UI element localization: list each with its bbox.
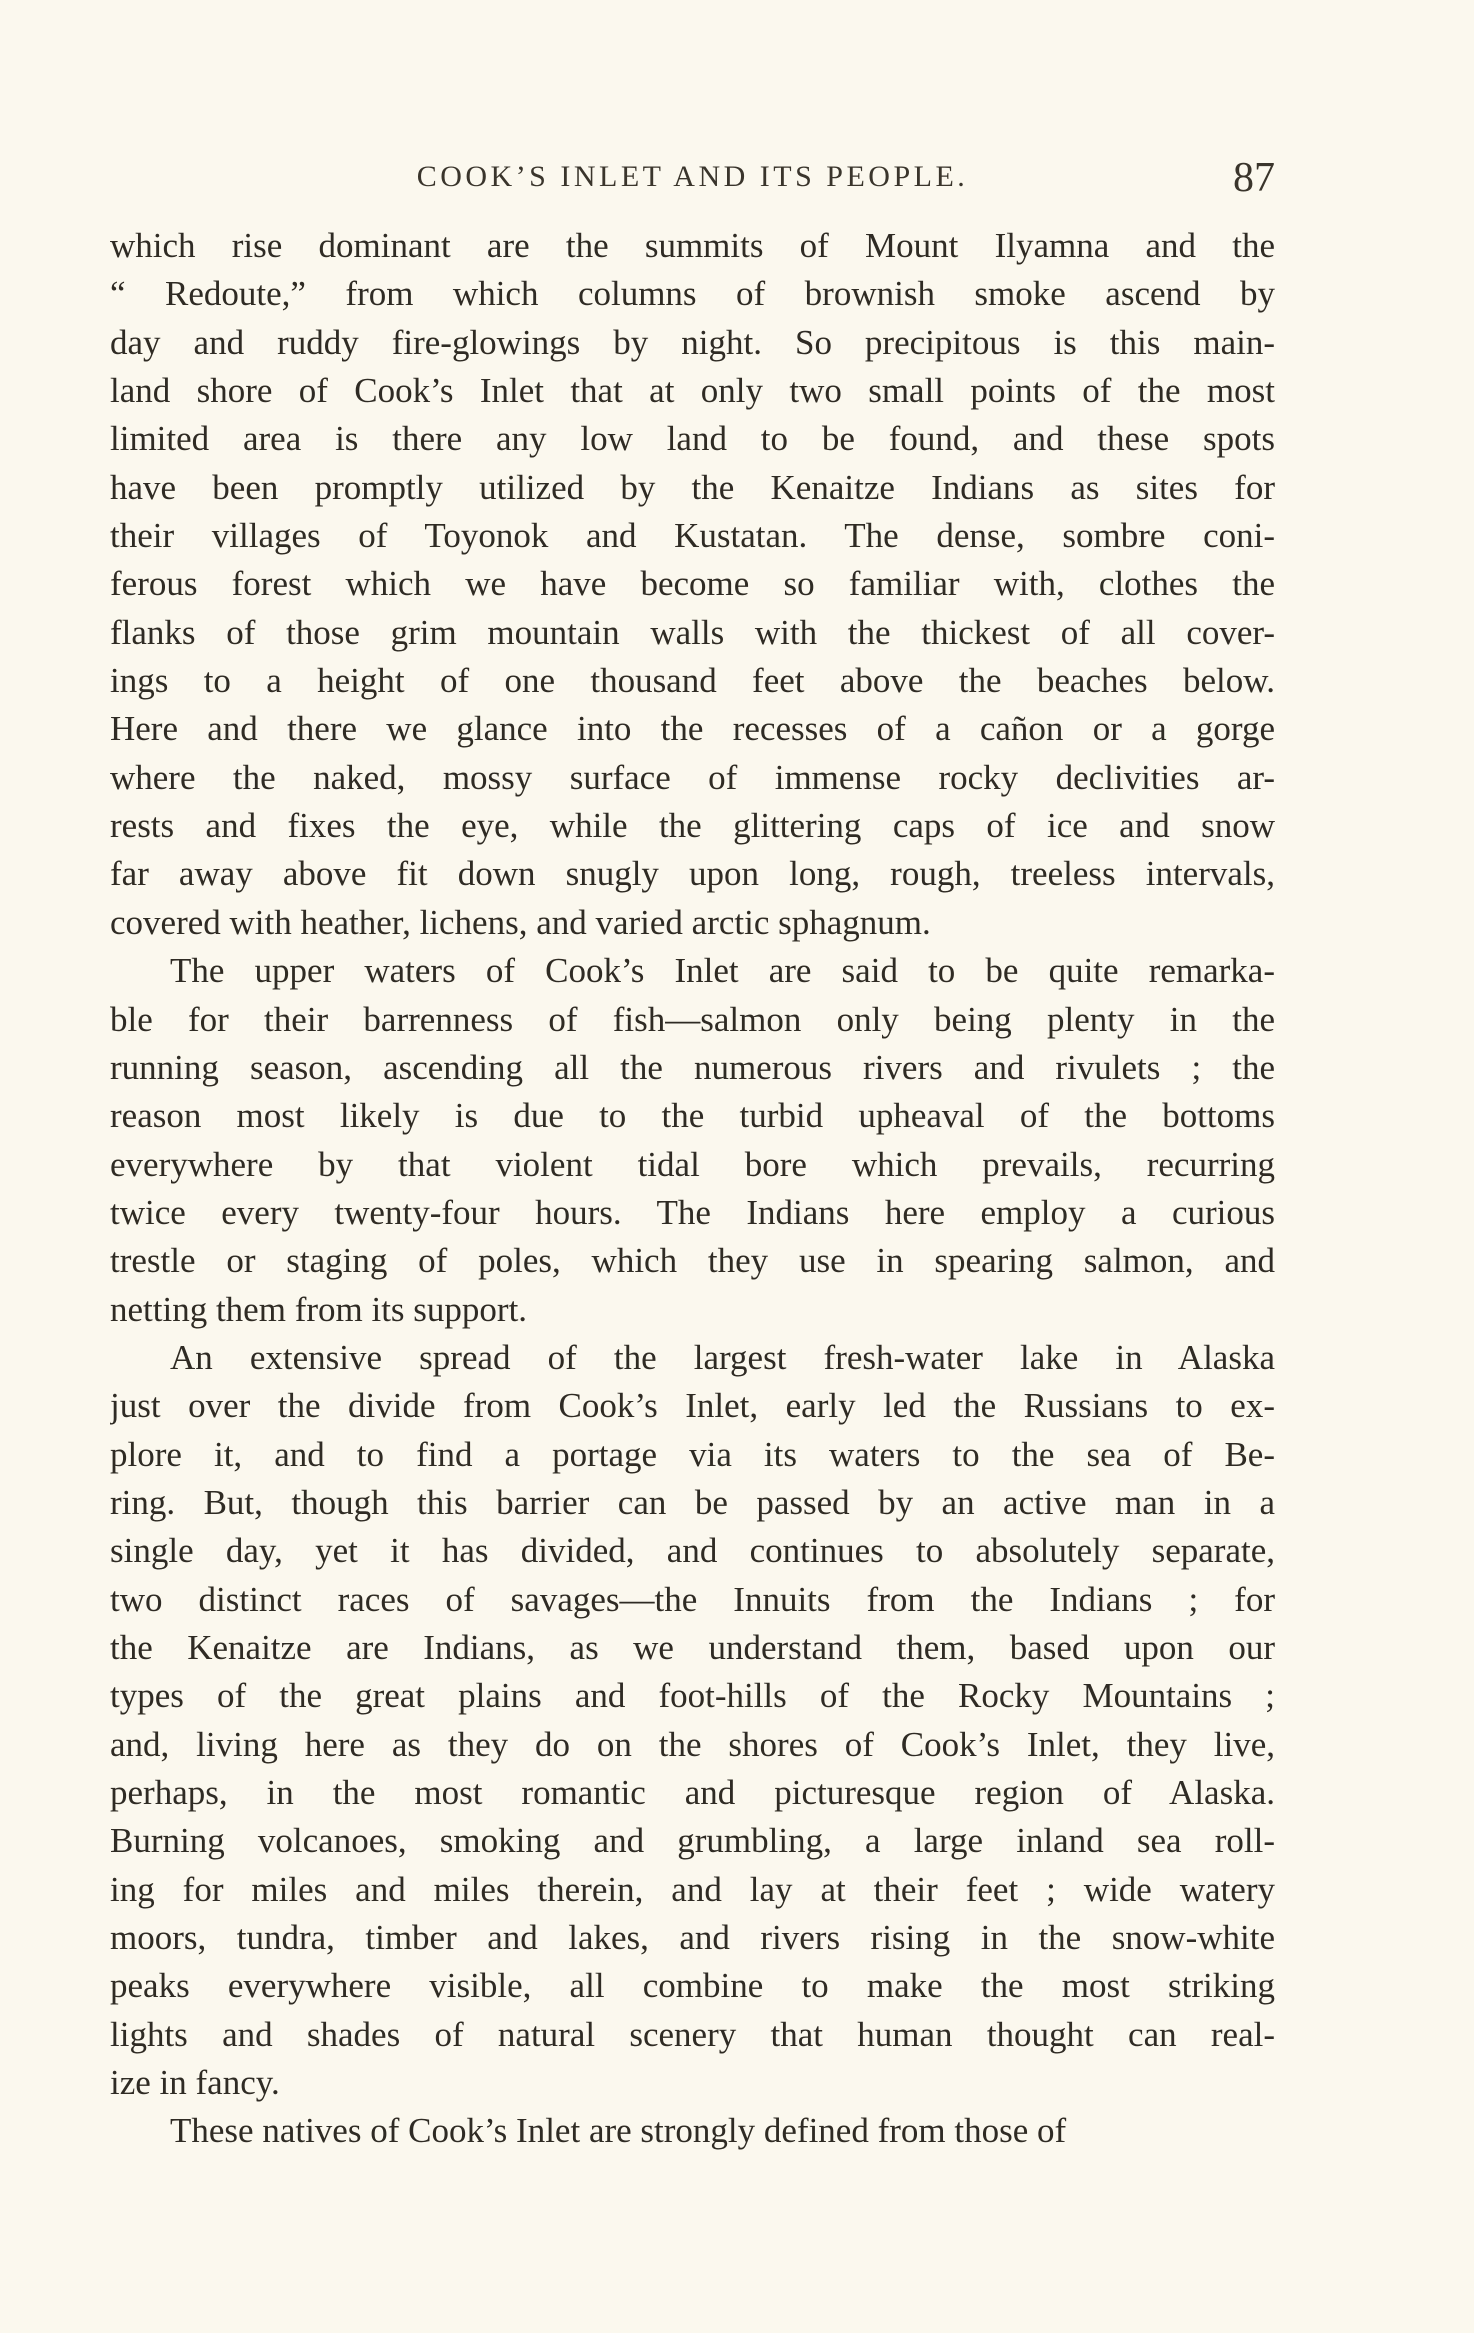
text-line: lights and shades of natural scenery that human thought can real- bbox=[110, 2014, 1275, 2054]
text-line: reason most likely is due to the turbid upheaval of the bottoms bbox=[110, 1096, 1275, 1136]
text-line: single day, yet it has divided, and continues to absolutely separate, bbox=[110, 1531, 1275, 1571]
paragraph bbox=[110, 1334, 1275, 2108]
text-line: twice every twenty-four hours. The Indians here employ a curious bbox=[110, 1192, 1275, 1232]
text-line: rests and fixes the eye, while the glittering caps of ice and snow bbox=[110, 806, 1275, 846]
text-line: An extensive spread of the largest fresh-water lake in Alaska bbox=[170, 1337, 1275, 1377]
body-text bbox=[110, 222, 1275, 2156]
text-line: ble for their barrenness of fish—salmon only being plenty in the bbox=[110, 999, 1275, 1039]
paragraph bbox=[110, 222, 1275, 947]
text-line: the Kenaitze are Indians, as we understand them, based upon our bbox=[110, 1627, 1275, 1667]
text-line: ring. But, though this barrier can be passed by an active man in a bbox=[110, 1482, 1275, 1522]
text-line: where the naked, mossy surface of immense rocky declivities ar- bbox=[110, 757, 1275, 797]
text-line: “ Redoute,” from which columns of brownish smoke ascend by bbox=[110, 274, 1275, 314]
text-line: flanks of those grim mountain walls with the thickest of all cover- bbox=[110, 612, 1275, 652]
text-line: perhaps, in the most romantic and picturesque region of Alaska. bbox=[110, 1773, 1275, 1812]
text-line: The upper waters of Cook’s Inlet are said to be quite remarka- bbox=[170, 951, 1275, 991]
text-line: have been promptly utilized by the Kenaitze Indians as sites for bbox=[110, 467, 1275, 507]
text-line: their villages of Toyonok and Kustatan. The dense, sombre coni- bbox=[110, 516, 1275, 556]
text-line: These natives of Cook’s Inlet are strongly defined from those of bbox=[170, 2111, 1067, 2151]
page-number: 87 bbox=[1233, 155, 1275, 201]
text-line: trestle or staging of poles, which they use in spearing salmon, and bbox=[110, 1241, 1275, 1281]
text-line: day and ruddy fire-glowings by night. So precipitous is this main- bbox=[110, 322, 1275, 362]
text-line: types of the great plains and foot-hills of the Rocky Mountains ; bbox=[110, 1676, 1275, 1716]
text-line: ings to a height of one thousand feet above the beaches below. bbox=[110, 661, 1275, 701]
text-line: Burning volcanoes, smoking and grumbling, a large inland sea roll- bbox=[110, 1821, 1275, 1861]
text-line: everywhere by that violent tidal bore which prevails, recurring bbox=[110, 1144, 1275, 1184]
running-head bbox=[110, 156, 1275, 206]
running-title: COOK’S INLET AND ITS PEOPLE. bbox=[416, 160, 969, 193]
text-line: far away above fit down snugly upon long, rough, treeless intervals, bbox=[110, 854, 1275, 894]
text-line: running season, ascending all the numerous rivers and rivulets ; the bbox=[110, 1047, 1275, 1087]
text-line: limited area is there any low land to be found, and these spots bbox=[110, 419, 1275, 459]
text-line: land shore of Cook’s Inlet that at only two small points of the most bbox=[110, 371, 1275, 411]
text-line: plore it, and to find a portage via its waters to the sea of Be- bbox=[110, 1434, 1275, 1474]
text-line: ing for miles and miles therein, and lay at their feet ; wide watery bbox=[110, 1869, 1275, 1909]
text-line: which rise dominant are the summits of Mount Ilyamna and the bbox=[110, 226, 1275, 265]
paragraph bbox=[110, 2107, 1275, 2155]
text-line: ize in fancy. bbox=[110, 2063, 280, 2103]
paragraph bbox=[110, 947, 1275, 1334]
text-line: just over the divide from Cook’s Inlet, early led the Russians to ex- bbox=[110, 1386, 1275, 1426]
text-line: ferous forest which we have become so familiar with, clothes the bbox=[110, 564, 1275, 604]
text-line: and, living here as they do on the shores of Cook’s Inlet, they live, bbox=[110, 1724, 1275, 1764]
text-line: netting them from its support. bbox=[110, 1289, 528, 1329]
text-line: peaks everywhere visible, all combine to make the most striking bbox=[110, 1966, 1275, 2006]
text-line: two distinct races of savages—the Innuits from the Indians ; for bbox=[110, 1579, 1275, 1619]
text-line: Here and there we glance into the recesses of a cañon or a gorge bbox=[110, 709, 1275, 749]
text-line: moors, tundra, timber and lakes, and rivers rising in the snow-white bbox=[110, 1918, 1275, 1958]
text-line: covered with heather, lichens, and varied arctic sphagnum. bbox=[110, 902, 931, 942]
